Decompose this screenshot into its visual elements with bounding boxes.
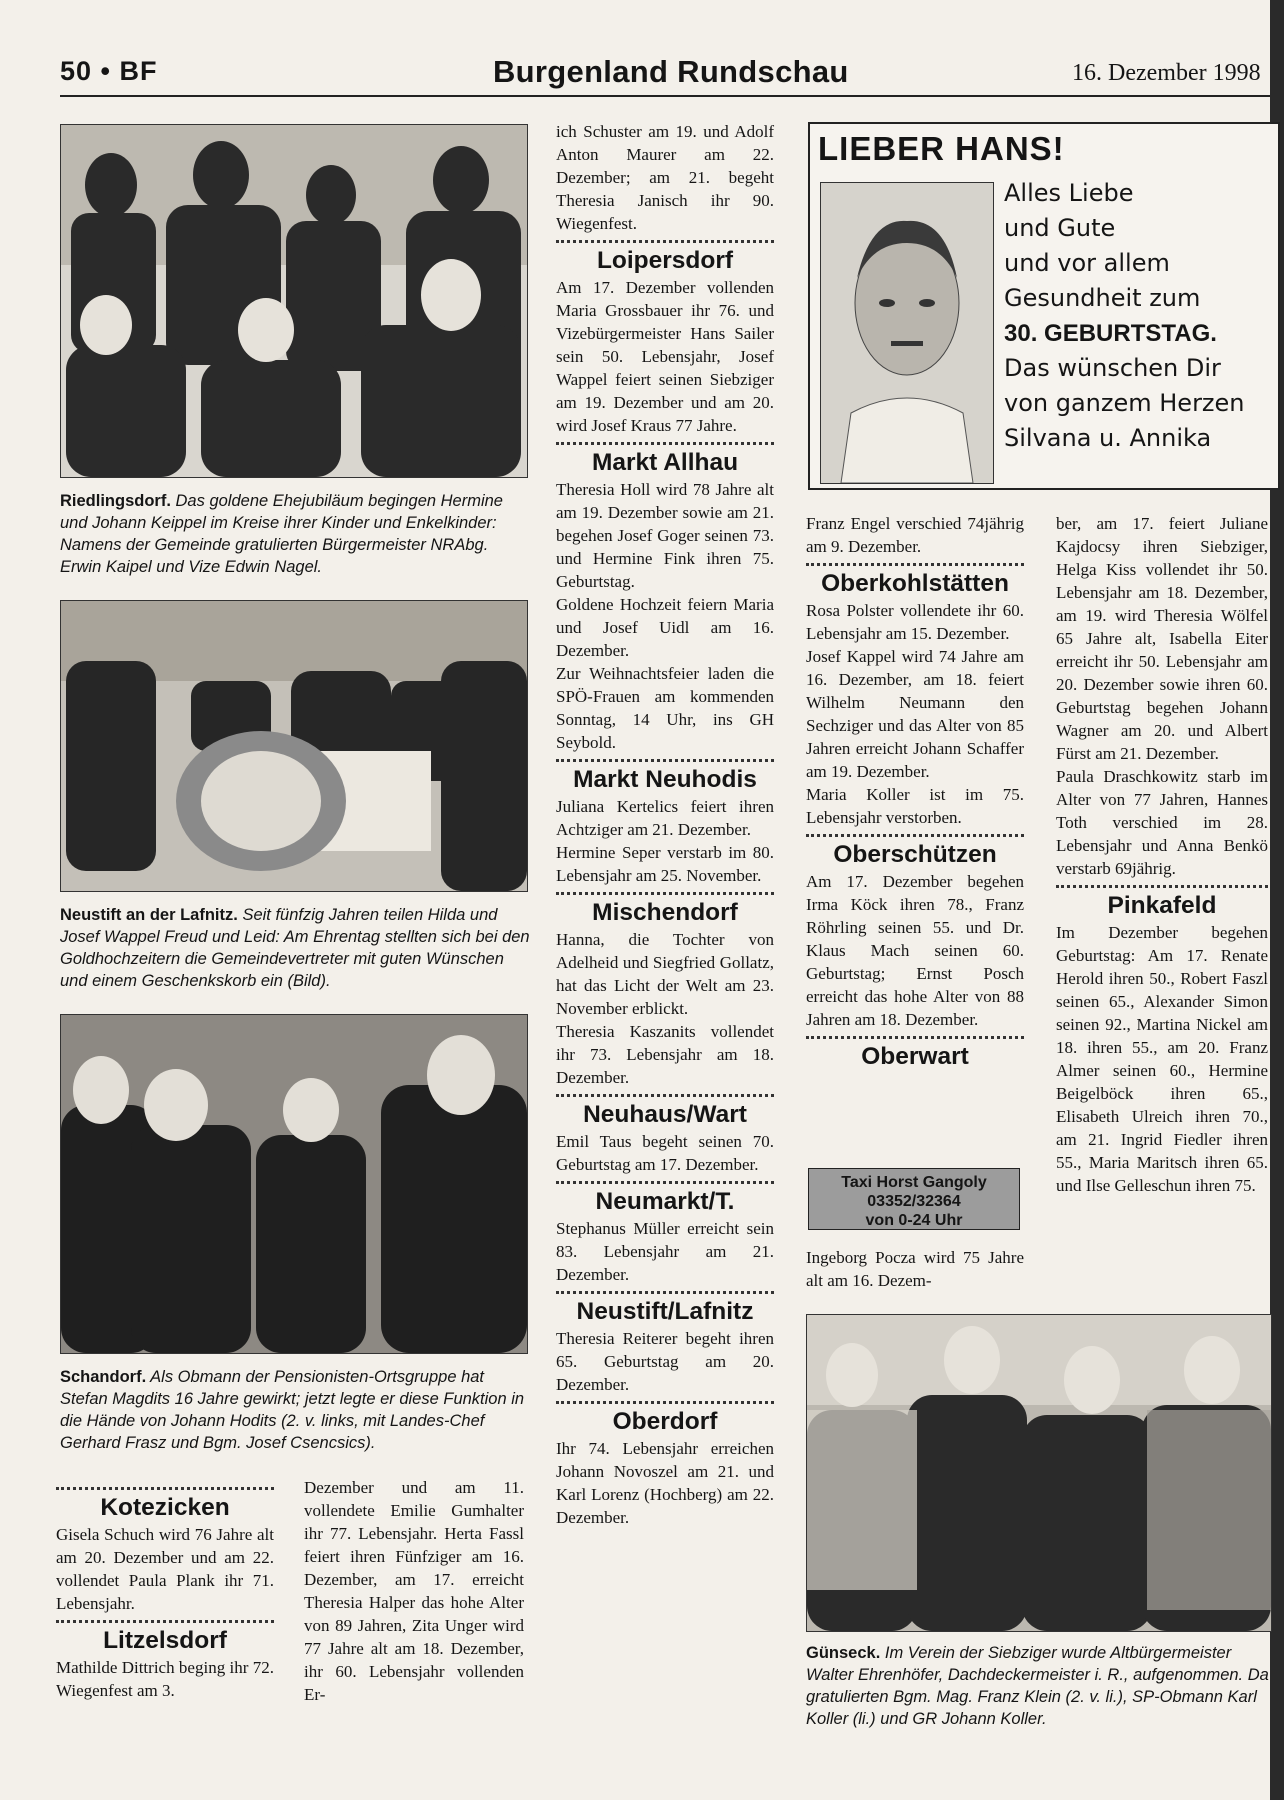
ad-line: Das wünschen Dir [1004, 354, 1221, 382]
section-text: Am 17. Dezember begehen Irma Köck ihren 78., Franz Röhrling seinen 55. und Dr. Klaus Mach seinen 60. Geburtstag; Ernst Posch erreicht das hohe Alter von 88 Jahren am 18. Dezember. [806, 872, 1024, 1029]
separator [556, 759, 774, 762]
section-heading-oberkohlstaetten: Oberkohlstätten [821, 570, 1009, 597]
caption-text: Als Obmann der Pensionisten-Ortsgruppe hat Stefan Magdits 16 Jahre gewirkt; jetzt legte er diese Funktion in die Hände von Johann Hodits (2. v. links, mit Landes-Chef Gerhard Frasz und Bgm. Josef Csencsics). [60, 1368, 525, 1452]
caption-text: Seit fünfzig Jahren teilen Hilda und Josef Wappel Freud und Leid: Am Ehrentag stellten sich bei den Goldhochzeitern die Gemeindevertreter mit guten Wünschen und einem Geschenkskorb ein (Bild). [60, 906, 530, 990]
ad-line: Silvana u. Annika [1004, 424, 1212, 452]
section-text: Am 17. Dezember vollenden Maria Grossbauer ihr 76. und Vizebürgermeister Hans Sailer sein 50. Lebensjahr, Josef Wappel feiert seinen Siebziger am 19. Dezember und am 20. wird Josef Kraus 77 Jahre. [556, 278, 774, 435]
taxi-hours: von 0-24 Uhr [865, 1212, 963, 1229]
issue-date: 16. Dezember 1998 [1072, 60, 1261, 86]
section-text: Im Dezember begehen Geburtstag: Am 17. Renate Herold ihren 50., Robert Faszl seinen 65., Alexander Simon seinen 92., Martina Nickel am 18. ihren 55., am 20. Franz Almer seinen 60., Hermine Beigelböck ihren 65., Elisabeth Ulreich ihren 70., am 21. Ingrid Fiedler ihren 55., Maria Maritsch ihren 65. und Ilse Gelleschun ihren 75. [1056, 923, 1268, 1195]
ad-line: und Gute [1004, 214, 1116, 242]
separator [556, 240, 774, 243]
photo-guenseck [806, 1314, 1272, 1632]
section-text: Theresia Reiterer begeht ihren 65. Geburtstag am 20. Dezember. [556, 1329, 774, 1394]
photo-schandorf [60, 1014, 528, 1354]
section-heading-litzelsdorf: Litzelsdorf [103, 1627, 227, 1654]
separator [806, 563, 1024, 566]
section-text: Theresia Holl wird 78 Jahre alt am 19. Dezember sowie am 21. begehen Josef Goger seinen 73. und Hermine Fink ihren 75. Geburtstag. [556, 480, 774, 591]
section-text: Dezember und am 11. vollendete Emilie Gumhalter ihr 77. Lebensjahr. Herta Fassl feiert ihren Fünfziger am 16. Dezember, am 17. erreicht Theresia Halper das hohe Alter von 89 Jahren, Zita Unger wird 77 Jahre alt am 18. Dezember, ihr 60. Lebensjahr vollenden Er- [304, 1478, 524, 1704]
section-text: Goldene Hochzeit feiern Maria und Josef Uidl am 16. Dezember. [556, 595, 774, 660]
column-2-bottom [304, 1476, 524, 1706]
taxi-phone: 03352/32364 [867, 1193, 961, 1210]
ad-message [1004, 176, 1245, 456]
section-text: Franz Engel verschied 74jährig am 9. Dezember. [806, 514, 1024, 556]
section-heading-neumarkt: Neumarkt/T. [595, 1188, 735, 1215]
section-text: Ingeborg Pocza wird 75 Jahre alt am 16. Dezem- [806, 1248, 1024, 1290]
caption-neustift [60, 904, 530, 992]
section-heading-kotezicken: Kotezicken [100, 1494, 230, 1521]
header-rule [60, 95, 1272, 97]
column-2 [556, 120, 774, 1529]
separator [1056, 885, 1268, 888]
section-heading-neuhaus: Neuhaus/Wart [583, 1101, 747, 1128]
separator [556, 892, 774, 895]
ad-line: und vor allem [1004, 249, 1170, 277]
section-heading-oberwart: Oberwart [861, 1043, 969, 1070]
caption-guenseck [806, 1642, 1274, 1730]
section-heading-oberschuetzen: Oberschützen [833, 841, 997, 868]
separator [56, 1620, 274, 1623]
separator [806, 834, 1024, 837]
caption-schandorf [60, 1366, 530, 1454]
section-text: Emil Taus begeht seinen 70. Geburtstag am 17. Dezember. [556, 1132, 774, 1174]
section-heading-neustift-lafnitz: Neustift/Lafnitz [576, 1298, 754, 1325]
column-3 [806, 512, 1024, 1072]
ad-line-bold: 30. GEBURTSTAG. [1004, 320, 1217, 347]
ad-portrait-photo [820, 182, 994, 484]
section-heading-markt-allhau: Markt Allhau [591, 449, 739, 476]
separator [556, 1094, 774, 1097]
newspaper-title: Burgenland Rundschau [493, 54, 849, 89]
section-text: Theresia Kaszanits vollendet ihr 73. Lebensjahr am 18. Dezember. [556, 1022, 774, 1087]
section-text: Gisela Schuch wird 76 Jahre alt am 20. Dezember und am 22. vollendet Paula Plank ihr 71. Lebensjahr. [56, 1525, 274, 1613]
separator [556, 1181, 774, 1184]
caption-text: Das goldene Ehejubiläum begingen Hermine und Johann Keippel im Kreise ihrer Kinder und Enkelkinder: Namens der Gemeinde gratulierten Bürgermeister NRAbg. Erwin Kaipel und Vize Edwin Nagel. [60, 492, 503, 576]
section-text: ich Schuster am 19. und Adolf Anton Maurer am 22. Dezember; am 21. begeht Theresia Janisch ihr 90. Wiegenfest. [556, 122, 774, 233]
section-heading-mischendorf: Mischendorf [592, 899, 738, 926]
section-heading-oberdorf: Oberdorf [612, 1408, 718, 1435]
section-text: ber, am 17. feiert Juliane Kajdocsy ihren Siebziger, Helga Kiss vollendet ihr 50. Lebensjahr am 18. Dezember, am 19. wird Theresia Wölfel 65 Jahre alt, Isabella Eiter erreicht ihr 50. Lebensjahr am 20. Dezember sowie ihren 60. Geburtstag begehen Johann Wagner am 20. und Albert Fürst am 21. Dezember. [1056, 514, 1268, 763]
section-text: Mathilde Dittrich beging ihr 72. Wiegenfest am 3. [56, 1658, 274, 1700]
section-text: Stephanus Müller erreicht sein 83. Lebensjahr am 21. Dezember. [556, 1219, 774, 1284]
photo-riedlingsdorf [60, 124, 528, 478]
column-1-bottom [56, 1482, 274, 1702]
ad-line: Gesundheit zum [1004, 284, 1201, 312]
separator [56, 1487, 274, 1490]
section-heading-markt-neuhodis: Markt Neuhodis [573, 766, 757, 793]
section-text: Maria Koller ist im 75. Lebensjahr verstorben. [806, 785, 1024, 827]
section-text: Zur Weihnachtsfeier laden die SPÖ-Frauen am kommenden Sonntag, 14 Uhr, ins GH Seybold. [556, 664, 774, 752]
separator [806, 1036, 1024, 1039]
section-heading-pinkafeld: Pinkafeld [1107, 892, 1217, 919]
caption-riedlingsdorf [60, 490, 530, 578]
separator [556, 1401, 774, 1404]
column-3-oberwart [806, 1246, 1024, 1292]
section-text: Hanna, die Tochter von Adelheid und Siegfried Gollatz, hat das Licht der Welt am 23. November erblickt. [556, 930, 774, 1018]
caption-place: Riedlingsdorf. [60, 492, 171, 510]
section-text: Paula Draschkowitz starb im Alter von 77 Jahren, Hannes Toth verschied im 28. Lebensjahr und Anna Benkö verstarb 69jährig. [1056, 767, 1268, 878]
caption-text: Im Verein der Siebziger wurde Altbürgermeister Walter Ehrenhöfer, Dachdeckermeister i. R., aufgenommen. Da gratulierten Bgm. Mag. Franz Klein (2. v. li.), SP-Obmann Karl Koller (li.) und GR Johann Koller. [806, 1644, 1269, 1728]
separator [556, 442, 774, 445]
photo-neustift [60, 600, 528, 892]
ad-line: Alles Liebe [1004, 179, 1134, 207]
section-text: Rosa Polster vollendete ihr 60. Lebensjahr am 15. Dezember. [806, 601, 1024, 643]
taxi-ad [808, 1168, 1020, 1230]
caption-place: Schandorf. [60, 1368, 147, 1386]
separator [556, 1291, 774, 1294]
ad-title: LIEBER HANS! [818, 130, 1065, 167]
caption-place: Günseck. [806, 1644, 881, 1662]
section-heading-loipersdorf: Loipersdorf [596, 247, 734, 274]
page-number: 50 • BF [60, 56, 158, 86]
section-text: Juliana Kertelics feiert ihren Achtziger am 21. Dezember. [556, 797, 774, 839]
section-text: Ihr 74. Lebensjahr erreichen Johann Novoszel am 21. und Karl Lorenz (Hochberg) am 22. Dezember. [556, 1439, 774, 1527]
section-text: Josef Kappel wird 74 Jahre am 16. Dezember, am 18. feiert Wilhelm Neumann den Sechziger und das Alter von 85 Jahren erreicht Johann Schaffer am 19. Dezember. [806, 647, 1024, 781]
column-4 [1056, 512, 1268, 1197]
ad-line: von ganzem Herzen [1004, 389, 1245, 417]
caption-place: Neustift an der Lafnitz. [60, 906, 238, 924]
section-text: Hermine Seper verstarb im 80. Lebensjahr am 25. November. [556, 843, 774, 885]
taxi-name: Taxi Horst Gangoly [841, 1174, 987, 1191]
